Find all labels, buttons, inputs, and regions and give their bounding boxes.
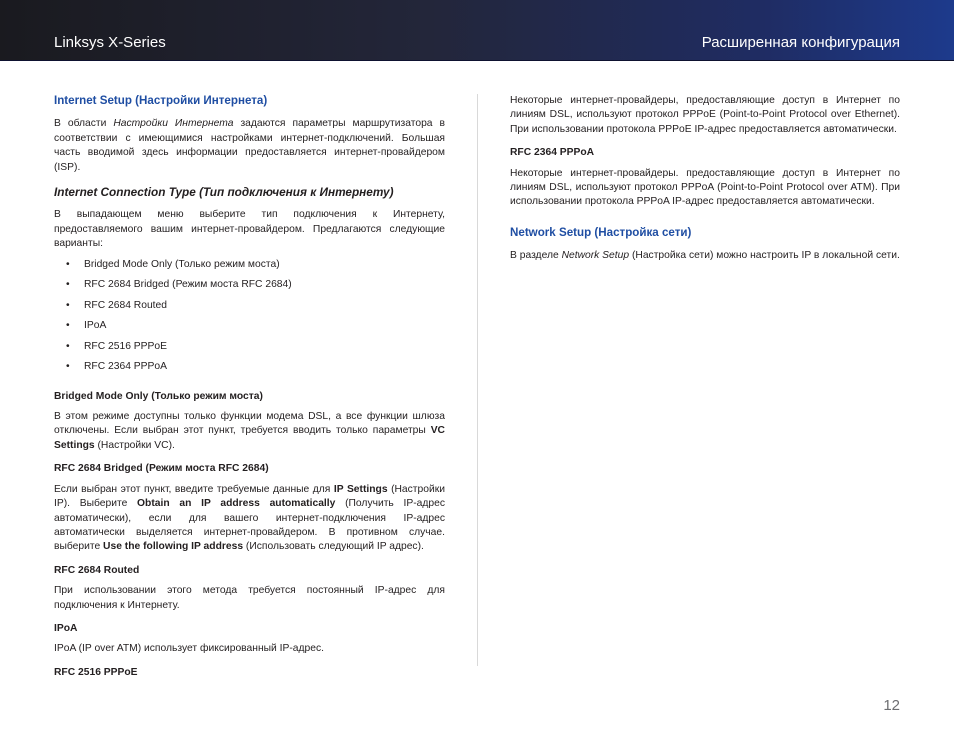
bullet-icon: • — [66, 320, 70, 332]
intro-text-b: задаются параметры маршрутизатора в соответствии с имеющимися настройками интернет-подключений. Большая часть вводимой здесь информации предоставляется интернет-провайдером (ISP). — [54, 118, 445, 173]
ipoa-paragraph: IPoA (IP over ATM) использует фиксированный IP-адрес. — [54, 643, 325, 655]
rfc2516-heading: RFC 2516 PPPoE — [54, 666, 138, 678]
column-divider — [477, 94, 478, 666]
rfc2684b-text-d: (Использовать следующий IP адрес). — [243, 541, 424, 553]
bridged-text-a: В этом режиме доступны только функции модема DSL, а все функции шлюза отключены. Если выбран этот пункт, требуется вводить только параметры — [54, 411, 445, 437]
bridged-text-b: (Настройки VC). — [94, 439, 175, 451]
rfc2684-routed-paragraph: При использовании этого метода требуется постоянный IP-адрес для подключения к Интернету. — [54, 585, 445, 611]
pppoa-paragraph: Некоторые интернет-провайдеры. предоставляющие доступ в Интернет по линиям DSL, используют протокол PPPoA (Point-to-Point Protocol over ATM). При использовании протокола PPPoA IP-адрес предоставляется автоматически. — [510, 167, 900, 208]
list-item — [54, 258, 445, 279]
network-text-a: В разделе — [510, 250, 562, 262]
rfc2684-routed-heading: RFC 2684 Routed — [54, 564, 140, 576]
bullet-icon: • — [66, 279, 70, 291]
ip-settings-term: IP Settings — [333, 483, 388, 495]
internet-setup-intro — [54, 117, 445, 175]
chapter-title: Расширенная конфигурация — [701, 34, 900, 51]
rfc2684b-text-b: (Настройки IP). Выберите — [54, 483, 445, 510]
list-item-label: RFC 2684 Bridged (Режим моста RFC 2684) — [84, 279, 292, 291]
right-column — [510, 94, 900, 270]
bullet-icon: • — [66, 299, 70, 311]
list-item-label: IPoA — [84, 320, 107, 332]
rfc2684b-text-a: Если выбран этот пункт, введите требуемые данные для — [54, 483, 334, 495]
network-text-b: (Настройка сети) можно настроить IP в локальной сети. — [629, 250, 900, 262]
list-item — [54, 299, 445, 320]
connection-type-paragraph: В выпадающем меню выберите тип подключения к Интернету, предоставляемого вашим интернет-провайдером. Предлагаются следующие варианты: — [54, 209, 445, 250]
rfc2684-bridged-heading: RFC 2684 Bridged (Режим моста RFC 2684) — [54, 463, 269, 475]
bridged-mode-heading: Bridged Mode Only (Только режим моста) — [54, 390, 263, 402]
rfc2684-bridged-paragraph — [54, 483, 445, 555]
list-item-label: RFC 2516 PPPoE — [84, 340, 167, 352]
list-item — [54, 319, 445, 340]
network-setup-heading: Network Setup (Настройка сети) — [510, 225, 692, 239]
pppoe-paragraph: Некоторые интернет-провайдеры, предоставляющие доступ в Интернет по линиям DSL, используют протокол PPPoE (Point-to-Point Protocol over Ethernet). При использовании протокола PPPoE IP-адрес предоставляется автоматически. — [510, 95, 900, 135]
obtain-ip-term: Obtain an IP address automatically — [137, 498, 336, 510]
list-item-label: RFC 2364 PPPoA — [84, 361, 167, 373]
internet-setup-heading: Internet Setup (Настройки Интернета) — [54, 94, 268, 107]
page-header — [0, 0, 954, 61]
bullet-icon: • — [66, 258, 70, 270]
use-following-ip-term: Use the following IP address — [103, 541, 244, 553]
left-column — [54, 94, 445, 686]
connection-type-list — [54, 258, 445, 381]
list-item — [54, 360, 445, 381]
vc-settings-term: VC Settings — [54, 425, 445, 451]
page-number: 12 — [883, 697, 900, 714]
product-title: Linksys X-Series — [54, 34, 166, 51]
network-emphasis: Network Setup — [561, 250, 630, 262]
list-item-label: Bridged Mode Only (Только режим моста) — [84, 258, 280, 270]
list-item-label: RFC 2684 Routed — [84, 299, 167, 311]
bullet-icon: • — [66, 340, 70, 352]
list-item — [54, 278, 445, 299]
connection-type-heading: Internet Connection Type (Тип подключения к Интернету) — [54, 185, 394, 200]
intro-text-a: В области — [54, 118, 114, 130]
list-item — [54, 340, 445, 361]
intro-emphasis: Настройки Интернета — [113, 118, 234, 130]
bridged-mode-paragraph — [54, 410, 445, 453]
rfc2684b-text-c: (Получить IP-адрес автоматически), если для вашего интернет-подключения IP-адрес автоматически выделяется интернет-провайдером. В противном случае. выберите — [54, 498, 446, 553]
bullet-icon: • — [66, 361, 70, 373]
rfc2364-heading: RFC 2364 PPPoA — [510, 147, 595, 159]
network-setup-paragraph — [510, 249, 900, 263]
ipoa-heading: IPoA — [54, 622, 78, 634]
